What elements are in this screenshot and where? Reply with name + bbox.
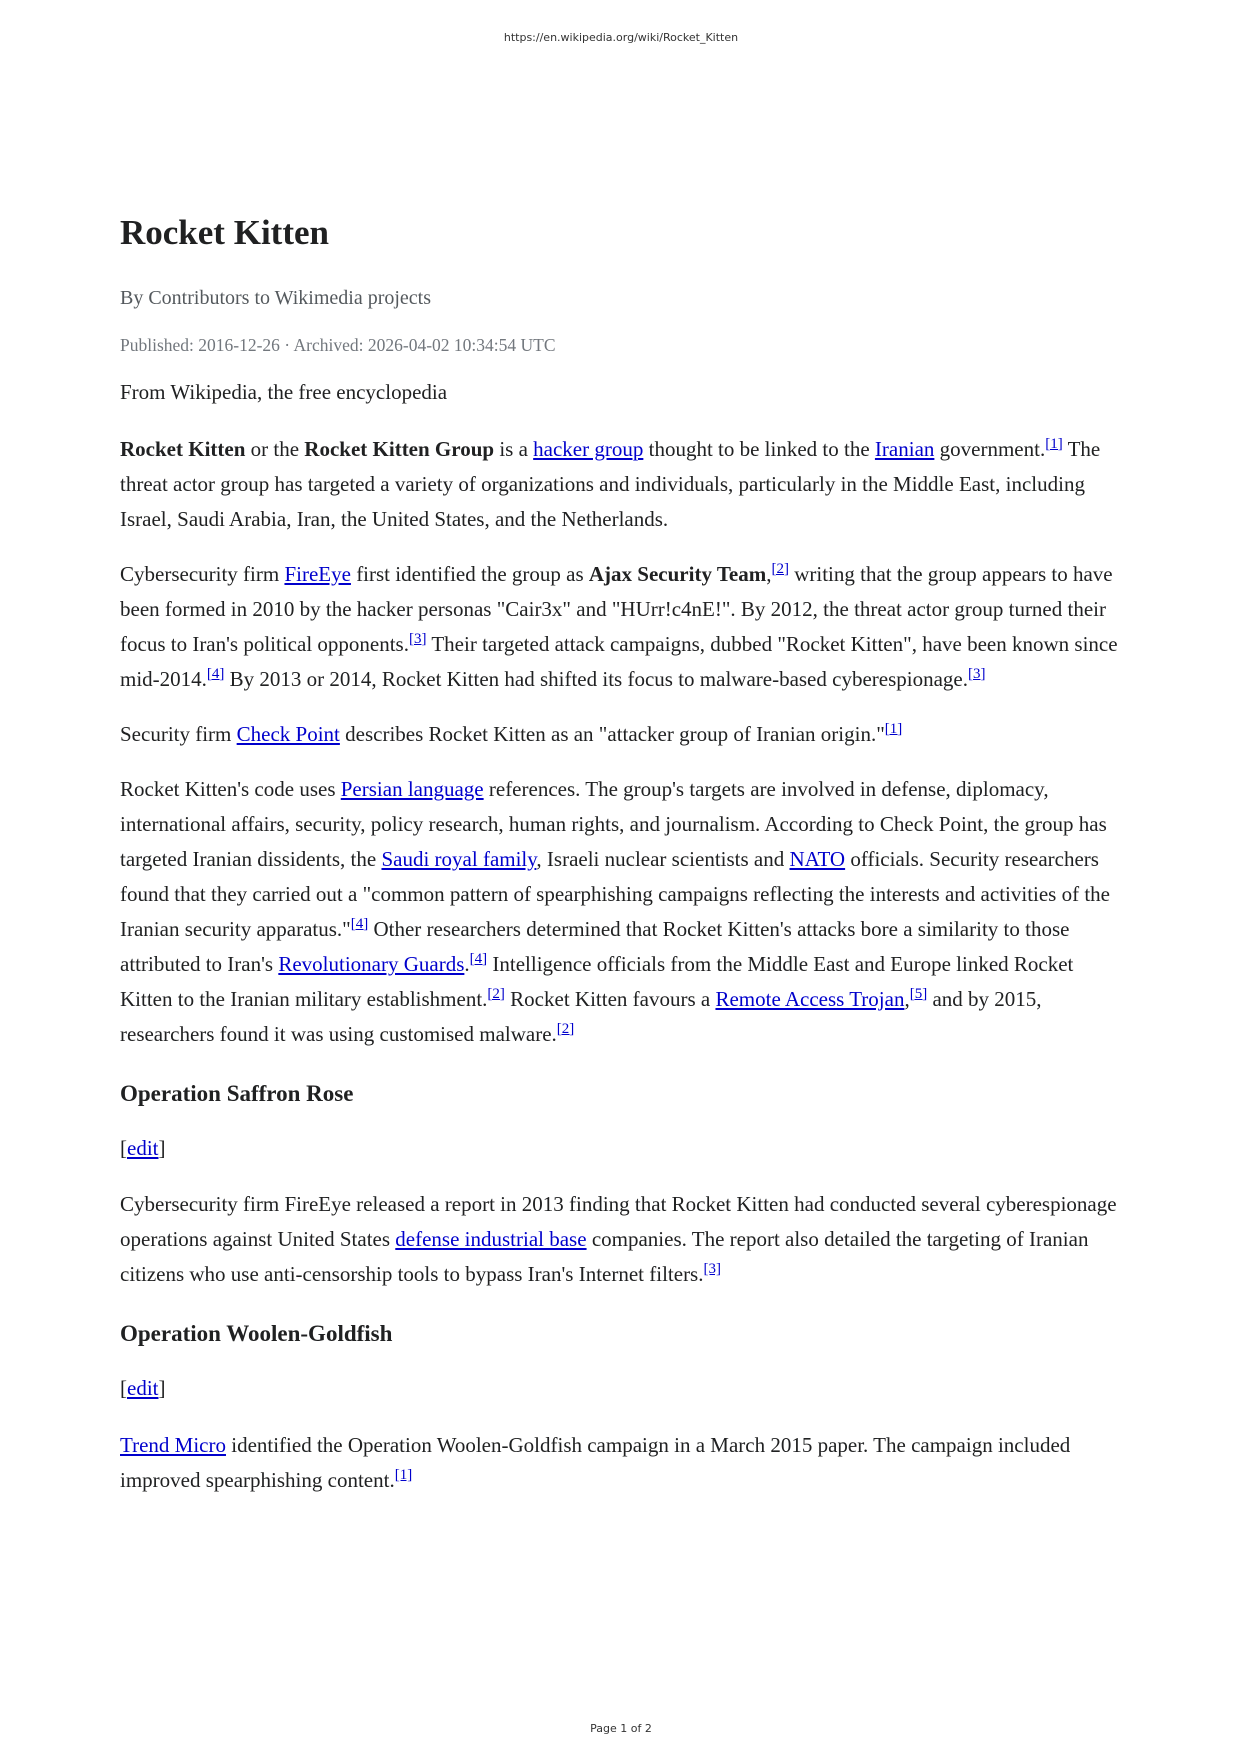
paragraph-saffron-rose bbox=[120, 1187, 1125, 1292]
paragraph-fireeye bbox=[120, 557, 1125, 697]
citation-link[interactable]: [3] bbox=[967, 665, 986, 682]
text: thought to be linked to the bbox=[643, 436, 875, 461]
text: , bbox=[766, 561, 772, 586]
text: Other researchers determined that Rocket Kitten's attacks bore a similarity to those attributed to Iran's bbox=[120, 916, 1070, 976]
link-remote-access-trojan[interactable]: Remote Access Trojan bbox=[715, 986, 905, 1011]
text: The threat actor group has targeted a variety of organizations and individuals, particularly in the Middle East, including Israel, Saudi Arabia, Iran, the United States, and the Netherlands. bbox=[120, 436, 1101, 531]
link-saudi-royal-family[interactable]: Saudi royal family bbox=[381, 846, 537, 871]
text: By 2013 or 2014, Rocket Kitten had shifted its focus to malware-based cyberespionage. bbox=[224, 666, 968, 691]
text: Security firm bbox=[120, 721, 237, 746]
citation-link[interactable]: [4] bbox=[350, 915, 369, 932]
citation bbox=[351, 916, 369, 932]
bracket: ] bbox=[158, 1376, 166, 1401]
citation bbox=[910, 986, 928, 1002]
citation bbox=[395, 1467, 413, 1483]
text: officials. Security researchers found that they carried out a "common pattern of spearphishing campaigns reflecting the interests and activities of the Iranian security apparatus." bbox=[120, 846, 1111, 941]
edit-link[interactable]: edit bbox=[127, 1135, 159, 1160]
link-fireeye[interactable]: FireEye bbox=[284, 561, 351, 586]
paragraph-targets bbox=[120, 772, 1125, 1052]
link-trend-micro[interactable]: Trend Micro bbox=[120, 1432, 226, 1457]
bracket: [ bbox=[120, 1376, 127, 1401]
text: , Israeli nuclear scientists and bbox=[536, 846, 790, 871]
text: , bbox=[904, 986, 910, 1011]
text: is a bbox=[494, 436, 534, 461]
link-check-point[interactable]: Check Point bbox=[236, 721, 340, 746]
citation bbox=[968, 666, 986, 682]
citation bbox=[1045, 436, 1063, 452]
text: references. The group's targets are involved in defense, diplomacy, international affairs, security, policy research, human rights, and journalism. According to Check Point, the group has targeted Iranian dissidents, the bbox=[120, 776, 1107, 871]
text: Rocket Kitten favours a bbox=[504, 986, 716, 1011]
text: Intelligence officials from the Middle East and Europe linked Rocket Kitten to the Iranian military establishment. bbox=[120, 951, 1074, 1011]
citation-link[interactable]: [1] bbox=[1045, 435, 1063, 452]
page-url-header: https://en.wikipedia.org/wiki/Rocket_Kitten bbox=[503, 31, 739, 44]
citation bbox=[487, 986, 505, 1002]
link-persian-language[interactable]: Persian language bbox=[340, 776, 484, 801]
citation-link[interactable]: [2] bbox=[556, 1020, 575, 1037]
citation-link[interactable]: [4] bbox=[469, 950, 488, 967]
citation bbox=[470, 951, 488, 967]
edit-link[interactable]: edit bbox=[127, 1376, 159, 1401]
citation-link[interactable]: [2] bbox=[771, 560, 789, 577]
citation-link[interactable]: [1] bbox=[394, 1466, 413, 1483]
section-heading-saffron-rose: Operation Saffron Rose bbox=[120, 1080, 354, 1106]
text: Cybersecurity firm bbox=[120, 561, 285, 586]
link-defense-industrial-base[interactable]: defense industrial base bbox=[395, 1227, 587, 1252]
citation-link[interactable]: [1] bbox=[884, 720, 903, 737]
citation-link[interactable]: [3] bbox=[408, 630, 427, 647]
text: government. bbox=[934, 436, 1046, 461]
bracket: ] bbox=[158, 1135, 166, 1160]
citation-link[interactable]: [5] bbox=[909, 985, 928, 1002]
text: . bbox=[464, 951, 470, 976]
link-nato[interactable]: NATO bbox=[789, 846, 846, 871]
bold-term: Rocket Kitten bbox=[120, 436, 246, 461]
text: Rocket Kitten's code uses bbox=[120, 776, 341, 801]
text: first identified the group as bbox=[350, 561, 589, 586]
bold-term: Rocket Kitten Group bbox=[304, 436, 495, 461]
text: writing that the group appears to have been formed in 2010 by the hacker personas "Cair3x" and "HUrr!c4nE!". By 2012, the threat actor group turned their focus to Iran's political opponents. bbox=[120, 561, 1113, 656]
paragraph-check-point bbox=[120, 717, 1125, 752]
citation bbox=[703, 1261, 721, 1277]
section-heading-woolen-goldfish: Operation Woolen-Goldfish bbox=[120, 1321, 393, 1347]
citation-link[interactable]: [3] bbox=[703, 1261, 721, 1278]
citation bbox=[771, 561, 789, 577]
paragraph-woolen-goldfish bbox=[120, 1428, 1125, 1498]
citation bbox=[885, 721, 903, 737]
text: Their targeted attack campaigns, dubbed "Rocket Kitten", have been known since mid-2014. bbox=[120, 631, 1118, 691]
citation-link[interactable]: [4] bbox=[206, 665, 225, 682]
bracket: [ bbox=[120, 1135, 127, 1160]
paragraph-intro bbox=[120, 432, 1125, 537]
citation-link[interactable]: [2] bbox=[487, 985, 505, 1002]
article-content bbox=[120, 210, 1125, 1498]
byline: By Contributors to Wikimedia projects bbox=[120, 286, 432, 309]
link-hacker-group[interactable]: hacker group bbox=[533, 436, 644, 461]
text: identified the Operation Woolen-Goldfish campaign in a March 2015 paper. The campaign included improved spearphishing content. bbox=[120, 1432, 1071, 1492]
page-title: Rocket Kitten bbox=[120, 213, 329, 252]
tagline: From Wikipedia, the free encyclopedia bbox=[120, 380, 448, 404]
citation bbox=[409, 631, 427, 647]
text: Cybersecurity firm FireEye released a report in 2013 finding that Rocket Kitten had conducted several cyberespionage operations against United States bbox=[120, 1192, 1117, 1252]
text: or the bbox=[245, 436, 305, 461]
text: companies. The report also detailed the targeting of Iranian citizens who use anti-censorship tools to bypass Iran's Internet filters. bbox=[120, 1227, 1089, 1287]
link-iranian[interactable]: Iranian bbox=[874, 436, 935, 461]
citation bbox=[207, 666, 225, 682]
citation bbox=[557, 1021, 575, 1037]
text: and by 2015, researchers found it was using customised malware. bbox=[120, 986, 1042, 1046]
bold-term: Ajax Security Team bbox=[588, 561, 767, 586]
publish-dates: Published: 2016-12-26 · Archived: 2026-04-02 10:34:54 UTC bbox=[120, 334, 556, 355]
edit-section-saffron-rose bbox=[120, 1134, 1125, 1163]
link-revolutionary-guards[interactable]: Revolutionary Guards bbox=[278, 951, 465, 976]
page-number: Page 1 of 2 bbox=[590, 1722, 652, 1735]
text: describes Rocket Kitten as an "attacker group of Iranian origin." bbox=[339, 721, 885, 746]
edit-section-woolen-goldfish bbox=[120, 1374, 1125, 1403]
